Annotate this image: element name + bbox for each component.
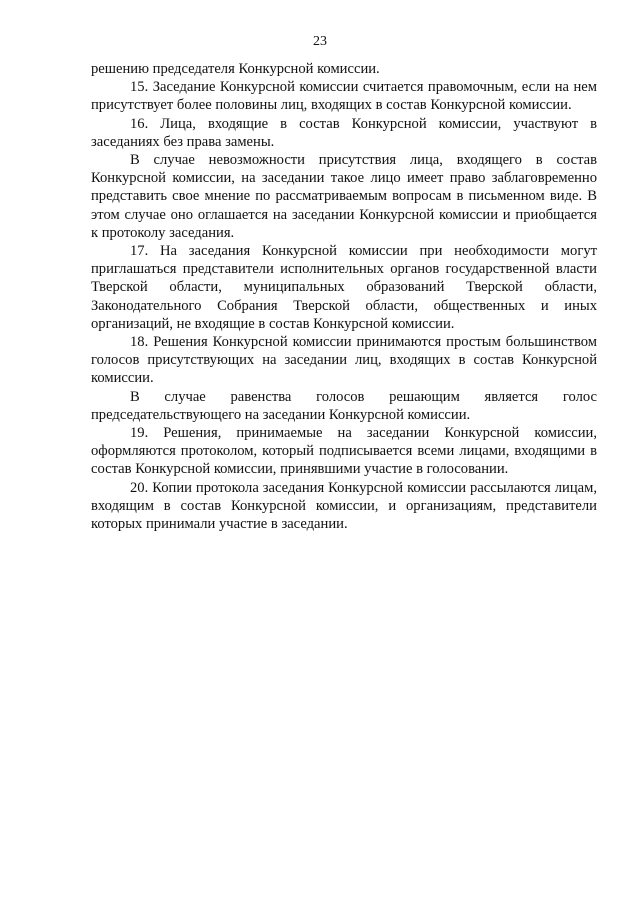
paragraph-continuation: решению председателя Конкурсной комиссии. xyxy=(91,61,380,77)
paragraph-17: 17. На заседания Конкурсной комиссии при необходимости могут приглашаться представители исполнительных органов государственной власти Тверской области, муниципальных образований Тверской области, Законодательного Собрания Тверской области, общественных и иных организаций, не входящие в состав Конкурсной комиссии. xyxy=(91,243,597,332)
document-body xyxy=(91,60,597,533)
paragraph-18: 18. Решения Конкурсной комиссии принимаются простым большинством голосов присутствующих на заседании лиц, входящих в состав Конкурсной комиссии. xyxy=(91,334,597,387)
paragraph-18-tie: В случае равенства голосов решающим является голос председательствующего на заседании Конкурсной комиссии. xyxy=(91,388,597,423)
paragraph-15: 15. Заседание Конкурсной комиссии считается правомочным, если на нем присутствует более половины лиц, входящих в состав Конкурсной комиссии. xyxy=(91,79,597,114)
paragraph-16: 16. Лица, входящие в состав Конкурсной комиссии, участвуют в заседаниях без права замены. xyxy=(91,115,597,150)
paragraph-20: 20. Копии протокола заседания Конкурсной комиссии рассылаются лицам, входящим в состав Конкурсной комиссии, и организациям, представители которых принимали участие в заседании. xyxy=(91,479,597,533)
page-number: 23 xyxy=(313,34,327,49)
paragraph-19: 19. Решения, принимаемые на заседании Конкурсной комиссии, оформляются протоколом, который подписывается всеми лицами, входящими в состав Конкурсной комиссии, принявшими участие в голосовании. xyxy=(91,425,597,478)
paragraph-16-absence: В случае невозможности присутствия лица, входящего в состав Конкурсной комиссии, на заседании такое лицо имеет право заблаговременно представить свое мнение по рассматриваемым вопросам в письменном виде. В этом случае оно оглашается на заседании Конкурсной комиссии и приобщается к протоколу заседания. xyxy=(91,152,597,241)
